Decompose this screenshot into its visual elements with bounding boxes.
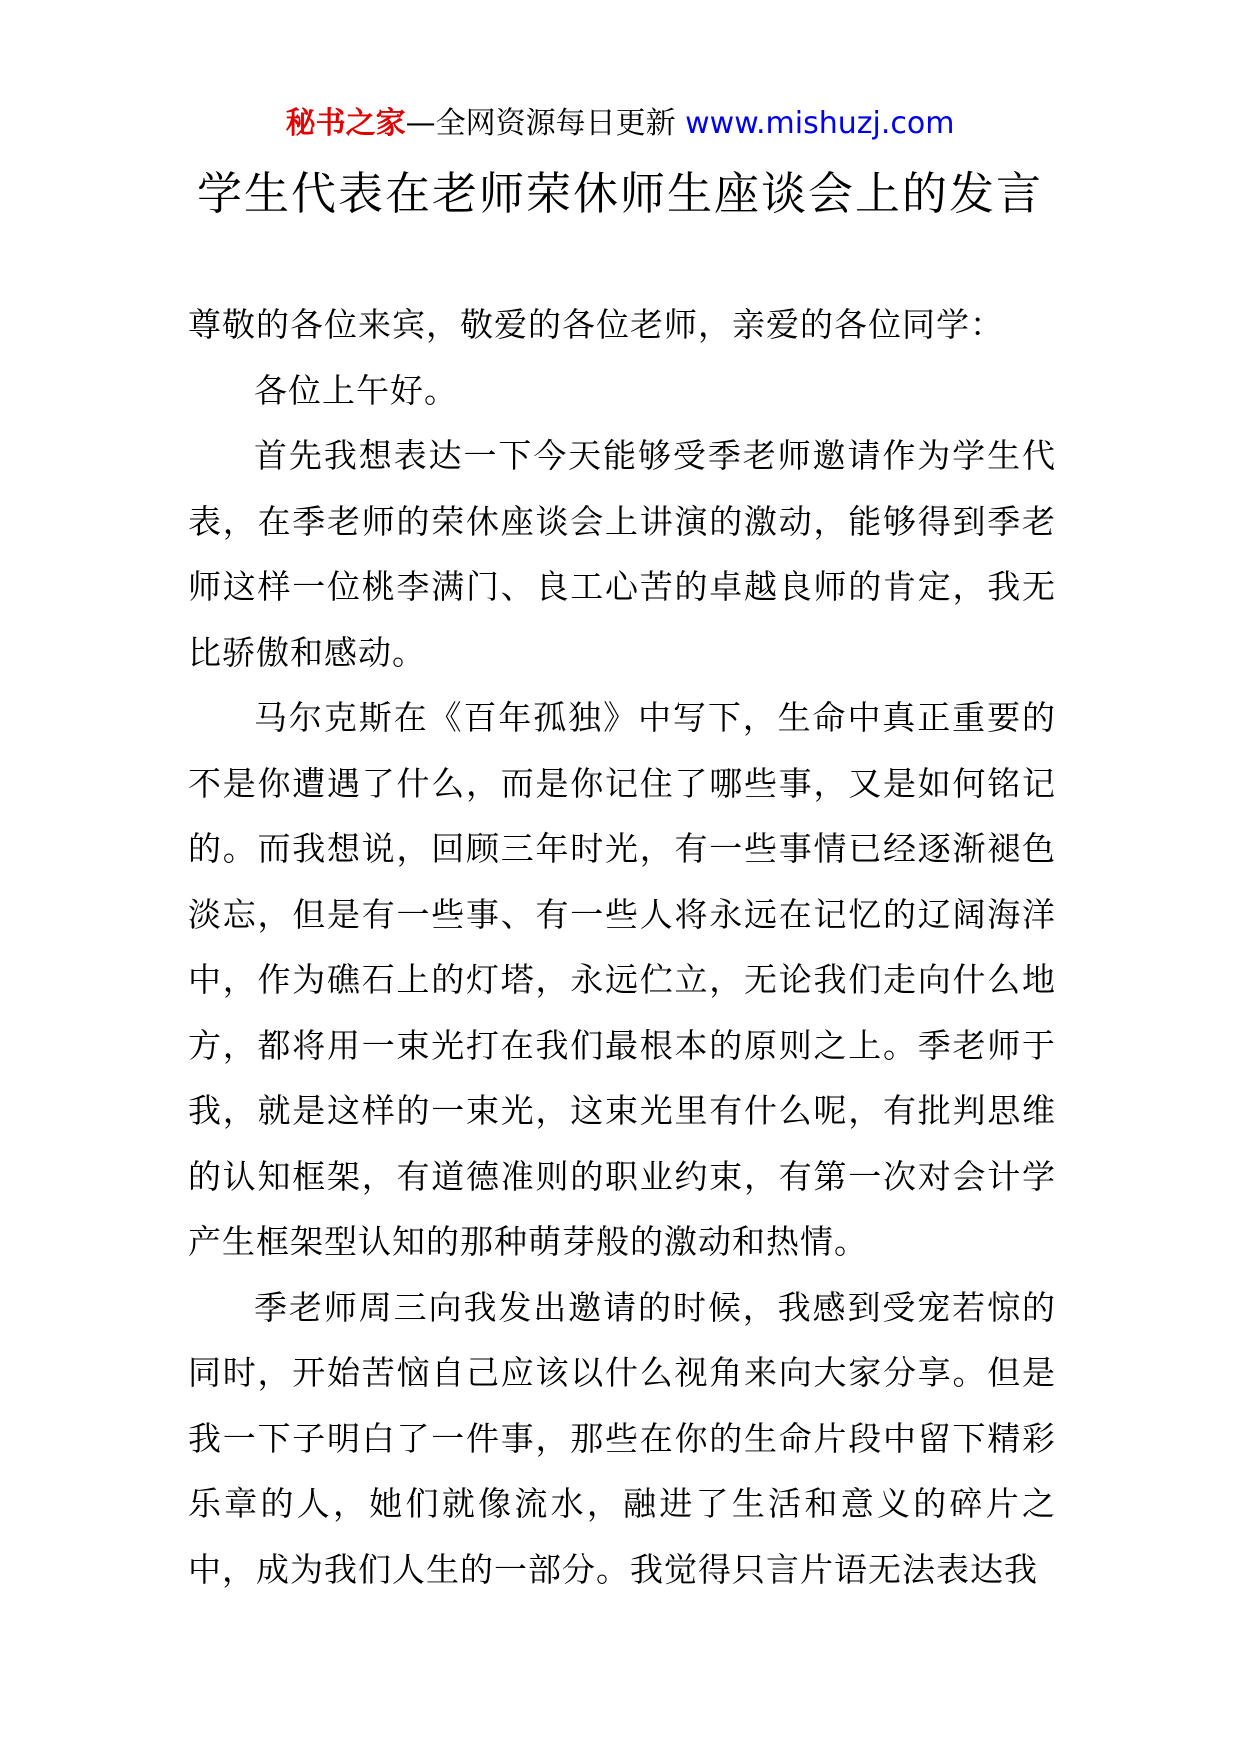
paragraph: 季老师周三向我发出邀请的时候，我感到受宠若惊的同时，开始苦恼自己应该以什么视角来向大家分享。但是我一下子明白了一件事，那些在你的生命片段中留下精彩乐章的人，她们就像流水，融进了生活和意义的碎片之中，成为我们人生的一部分。我觉得只言片语无法表达我 [188,1287,1056,1589]
document-body [188,292,1056,1602]
paragraph: 首先我想表达一下今天能够受季老师邀请作为学生代表，在季老师的荣休座谈会上讲演的激动，能够得到季老师这样一位桃李满门、良工心苦的卓越良师的肯定，我无比骄傲和感动。 [188,436,1056,672]
brand-name: 秘书之家 [285,106,406,141]
document-title: 学生代表在老师荣休师生座谈会上的发言 [196,167,1043,220]
site-url-link[interactable]: www.mishuzj.com [685,106,955,141]
paragraph: 马尔克斯在《百年孤独》中写下，生命中真正重要的不是你遭遇了什么，而是你记住了哪些事，又是如何铭记的。而我想说，回顾三年时光，有一些事情已经逐渐褪色淡忘，但是有一些事、有一些人将永远在记忆的辽阔海洋中，作为礁石上的灯塔，永远伫立，无论我们走向什么地方，都将用一束光打在我们最根本的原则之上。季老师于我，就是这样的一束光，这束光里有什么呢，有批判思维的认知框架，有道德准则的职业约束，有第一次对会计学产生框架型认知的那种萌芽般的激动和热情。 [188,698,1056,1261]
salutation: 尊敬的各位来宾，敬爱的各位老师，亲爱的各位同学： [188,305,1004,344]
page-header [0,104,1240,144]
paragraph: 各位上午好。 [254,370,458,410]
header-tagline: —全网资源每日更新 [405,106,686,141]
